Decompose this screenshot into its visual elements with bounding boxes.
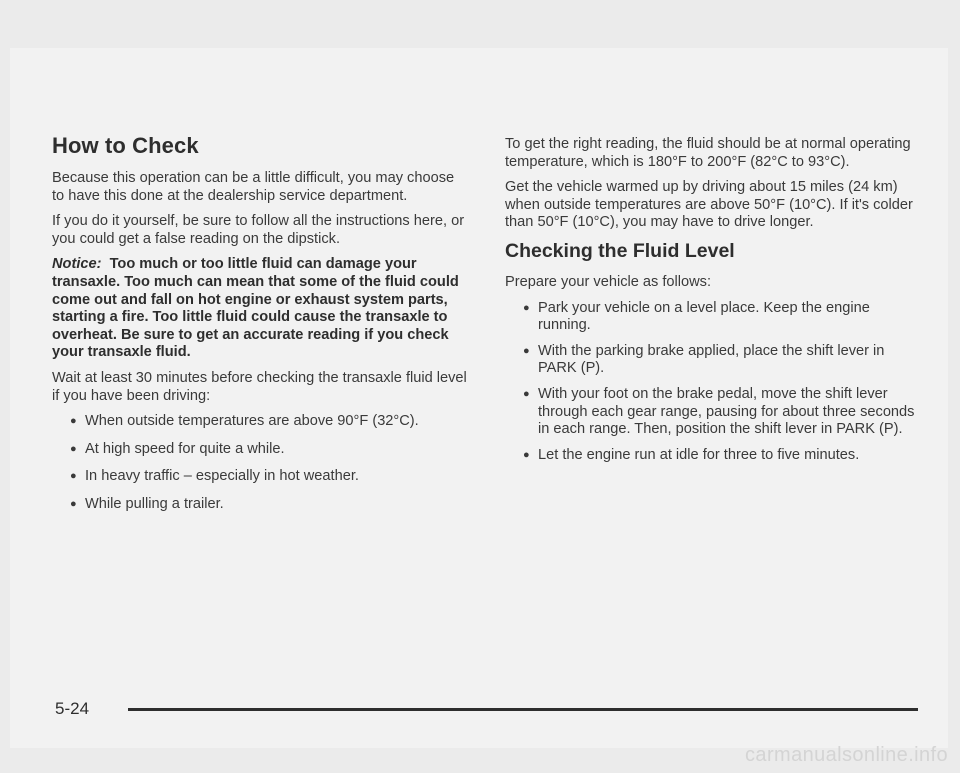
bullet-icon: ● <box>70 470 77 483</box>
list-item-text: Let the engine run at idle for three to five minutes. <box>538 446 860 463</box>
list-item <box>52 468 470 486</box>
list-item <box>52 413 470 431</box>
driving-conditions-list <box>52 413 470 513</box>
list-item-text: While pulling a trailer. <box>85 495 224 512</box>
notice-block <box>52 256 470 362</box>
list-item-text: With the parking brake applied, place the shift lever in PARK (P). <box>538 342 885 377</box>
paragraph-prepare: Prepare your vehicle as follows: <box>505 273 712 290</box>
preparation-steps-list <box>505 300 925 465</box>
list-item-text: At high speed for quite a while. <box>85 440 285 457</box>
section-heading-how-to-check: How to Check <box>52 133 199 158</box>
paragraph-wait: Wait at least 30 minutes before checking the transaxle fluid level if you have been driving: <box>52 369 467 404</box>
list-item-text: With your foot on the brake pedal, move the shift lever through each gear range, pausing for about three seconds in each range. Then, position the shift lever in PARK (P). <box>538 385 915 438</box>
manual-page <box>10 48 948 748</box>
page-number: 5-24 <box>55 699 90 718</box>
bullet-icon: ● <box>523 344 530 357</box>
list-item-text: When outside temperatures are above 90°F (32°C). <box>85 413 419 430</box>
footer-divider <box>128 708 918 711</box>
bullet-icon: ● <box>70 415 77 428</box>
bullet-icon: ● <box>70 497 77 510</box>
list-item <box>505 343 925 378</box>
left-column <box>52 134 470 524</box>
bullet-icon: ● <box>523 448 530 461</box>
paragraph-temperature: To get the right reading, the fluid should be at normal operating temperature, which is 180°F to 200°F (82°C to 93°C). <box>505 136 911 170</box>
section-heading-checking-fluid-level: Checking the Fluid Level <box>505 239 735 262</box>
list-item <box>52 496 470 514</box>
paragraph-instructions: If you do it yourself, be sure to follow all the instructions here, or you could get a false reading on the dipstick. <box>52 213 465 247</box>
list-item <box>505 300 925 335</box>
list-item <box>505 447 925 465</box>
notice-label: Notice: <box>52 256 102 273</box>
list-item <box>505 386 925 439</box>
list-item-text: In heavy traffic – especially in hot weather. <box>85 468 359 485</box>
right-column <box>505 136 925 472</box>
watermark-text: carmanualsonline.info <box>745 744 948 766</box>
paragraph-dealership: Because this operation can be a little difficult, you may choose to have this done at the dealership service department. <box>52 170 455 204</box>
notice-text: Too much or too little fluid can damage your transaxle. Too much can mean that some of the fluid could come out and fall on hot engine or exhaust system parts, starting a fire. Too little fluid could cause the transaxle to overheat. Be sure to get an accurate reading if you check your transaxle fluid. <box>52 256 459 361</box>
bullet-icon: ● <box>523 387 530 400</box>
list-item-text: Park your vehicle on a level place. Keep the engine running. <box>538 299 870 334</box>
bullet-icon: ● <box>523 301 530 314</box>
list-item <box>52 441 470 459</box>
bullet-icon: ● <box>70 442 77 455</box>
paragraph-warm-up: Get the vehicle warmed up by driving about 15 miles (24 km) when outside temperatures are above 50°F (10°C). If it's colder than 50°F (10°C), you may have to drive longer. <box>505 179 913 231</box>
